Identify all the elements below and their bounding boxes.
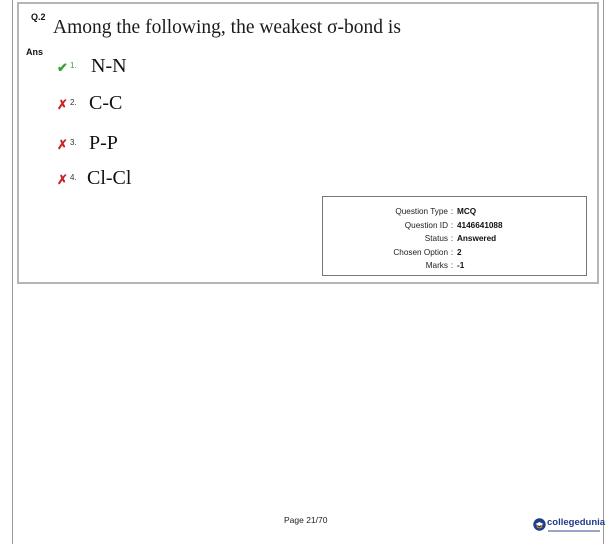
page-right-rule xyxy=(603,0,604,544)
meta-row-status xyxy=(323,232,586,245)
meta-colon: : xyxy=(450,261,454,270)
option-2 xyxy=(57,92,177,116)
meta-value: 2 xyxy=(457,248,462,257)
meta-colon: : xyxy=(450,248,454,257)
brand-name: collegedunia xyxy=(547,517,606,528)
meta-row-marks xyxy=(323,259,586,272)
question-number: Q.2 xyxy=(31,12,46,22)
meta-value: -1 xyxy=(457,261,465,270)
check-icon: ✔ xyxy=(57,60,68,75)
page-left-rule xyxy=(12,0,13,544)
meta-label: Chosen Option xyxy=(393,248,448,257)
option-number: 3. xyxy=(70,138,77,147)
meta-colon: : xyxy=(450,221,454,230)
option-1 xyxy=(57,55,177,79)
cross-icon: ✗ xyxy=(57,172,68,187)
cross-icon: ✗ xyxy=(57,137,68,152)
meta-row-question-type xyxy=(323,205,586,218)
meta-label: Question Type xyxy=(395,207,448,216)
option-number: 4. xyxy=(70,173,77,182)
question-text: Among the following, the weakest σ-bond is xyxy=(53,17,401,38)
option-text: N-N xyxy=(91,55,127,77)
question-meta-panel xyxy=(322,196,587,276)
brand-logo xyxy=(533,514,605,540)
meta-row-chosen-option xyxy=(323,246,586,259)
meta-colon: : xyxy=(450,207,454,216)
meta-value: Answered xyxy=(457,234,497,243)
page-number: Page 21/70 xyxy=(284,515,328,525)
option-text: C-C xyxy=(89,92,123,114)
option-text: P-P xyxy=(89,132,118,154)
option-4 xyxy=(57,167,177,191)
meta-value: MCQ xyxy=(457,207,477,216)
meta-value: 4146641088 xyxy=(457,221,503,230)
answer-label: Ans xyxy=(26,47,44,57)
brand-tagline-bar xyxy=(548,530,600,532)
graduation-cap-icon xyxy=(533,518,546,531)
meta-label: Marks xyxy=(425,261,448,270)
option-number: 1. xyxy=(70,61,77,70)
meta-label: Question ID xyxy=(404,221,448,230)
option-number: 2. xyxy=(70,98,77,107)
option-text: Cl-Cl xyxy=(87,167,132,189)
cross-icon: ✗ xyxy=(57,97,68,112)
meta-row-question-id xyxy=(323,219,586,232)
meta-colon: : xyxy=(450,234,454,243)
meta-label: Status xyxy=(424,234,448,243)
option-3 xyxy=(57,132,177,156)
